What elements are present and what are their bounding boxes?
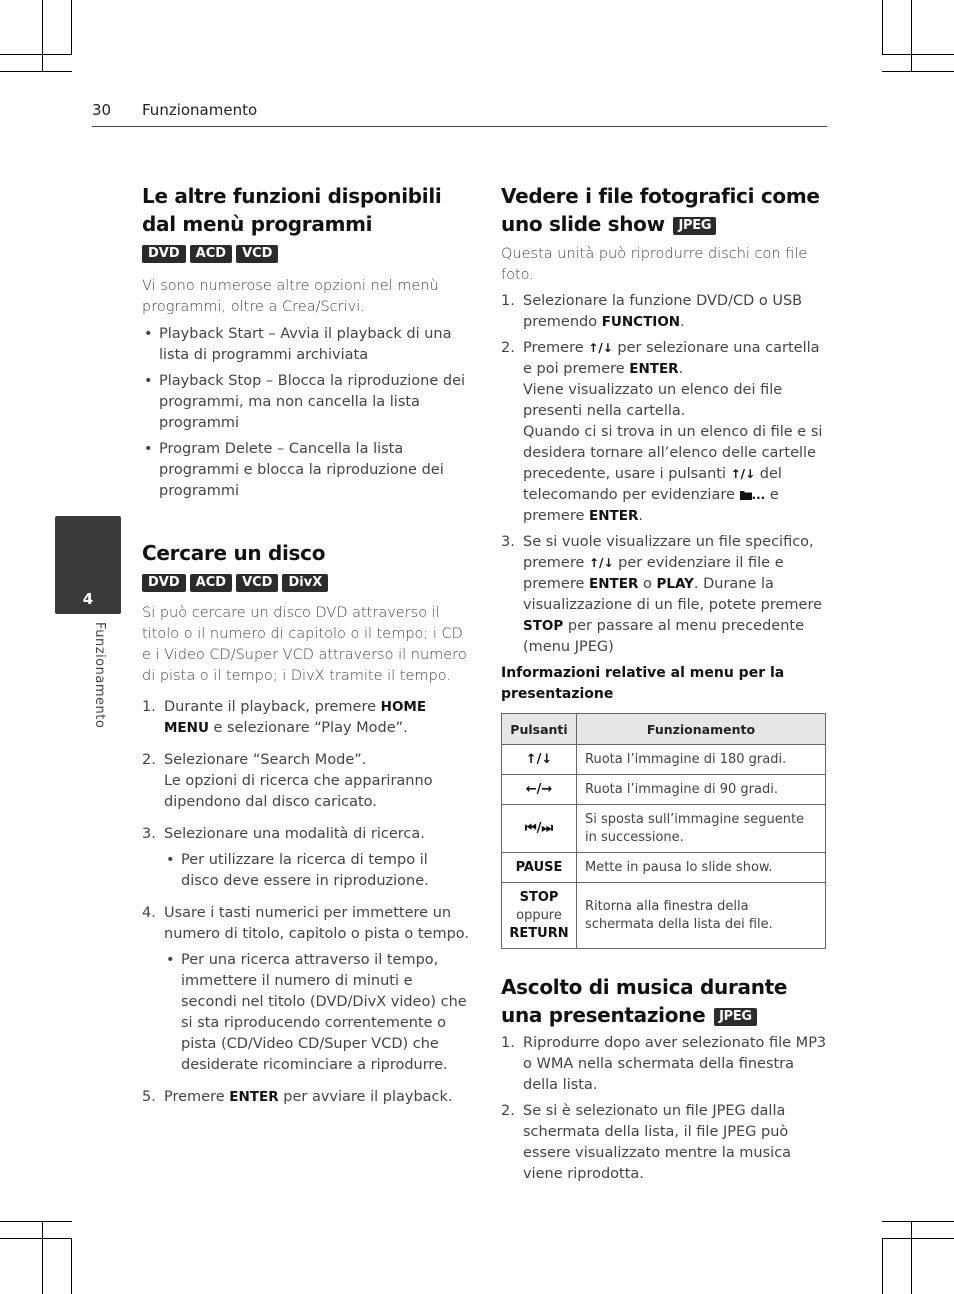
vcd-badge: VCD (236, 245, 278, 263)
step-text: Durante il playback, premere (164, 699, 381, 715)
section-title (501, 182, 829, 238)
list-item: • Playback Start – Avvia il playback di una lista di programmi archiviata (142, 324, 470, 366)
sub-list (164, 950, 470, 1076)
dvd-badge: DVD (142, 245, 186, 263)
disc-badges (142, 571, 470, 591)
crop-mark (911, 0, 912, 72)
vcd-badge: VCD (236, 574, 278, 592)
step-list (501, 1033, 829, 1185)
key-name: ENTER (589, 508, 639, 524)
list-item: • Playback Stop – Blocca la riproduzione dei programmi, ma non cancella la lista programmi (142, 371, 470, 434)
step-text: Se si vuole visualizzare un file specifico, premere (523, 534, 814, 571)
intro-text: Si può cercare un disco DVD attraverso il titolo o il numero di capitolo o il tempo; i CD e i Video CD/Super VCD attraverso il numero di pista o il tempo; i DivX tramite il tempo. (142, 605, 467, 684)
crop-mark (0, 71, 72, 72)
chapter-tab (55, 516, 121, 614)
right-column (501, 182, 829, 1196)
step-text: Selezionare una modalità di ricerca. (164, 826, 425, 842)
crop-mark (882, 0, 883, 55)
table-header-row (502, 714, 826, 745)
up-down-arrows-icon: ↑/↓ (502, 745, 577, 775)
chapter-number: 4 (82, 590, 94, 608)
step-item (501, 532, 829, 658)
crop-mark (71, 1238, 72, 1294)
step-number: 1. (142, 699, 156, 715)
key-name: ENTER (229, 1089, 279, 1105)
intro-text: Vi sono numerose altre opzioni nel menù programmi, oltre a Crea/Scrivi. (142, 278, 439, 315)
running-header: Funzionamento (142, 101, 258, 119)
step-item (501, 1101, 829, 1185)
left-right-arrows-icon: ←/→ (502, 775, 577, 805)
acd-badge: ACD (190, 245, 232, 263)
step-item (501, 291, 829, 333)
step-text: Selezionare “Search Mode”. (164, 752, 367, 768)
step-number: 2. (501, 1103, 515, 1119)
column-header: Pulsanti (502, 714, 577, 745)
left-column (142, 182, 470, 1119)
step-list (142, 697, 470, 1108)
key-name: PAUSE (502, 853, 577, 883)
crop-mark (42, 1222, 43, 1294)
crop-mark (0, 54, 72, 55)
up-down-arrows-icon: ↑/↓ (589, 556, 614, 570)
crop-mark (42, 0, 43, 72)
step-number: 4. (142, 905, 156, 921)
step-item (142, 750, 470, 813)
acd-badge: ACD (190, 574, 232, 592)
step-note: Quando ci si trova in un elenco di file e si desidera tornare all’elenco delle cartelle precedente, usare i pulsanti (523, 424, 823, 482)
step-item (142, 824, 470, 892)
crop-mark (0, 1221, 72, 1222)
key-name: STOP (519, 889, 559, 905)
step-number: 1. (501, 1035, 515, 1051)
table-row (502, 775, 826, 805)
table-row (502, 883, 826, 949)
header-rule (92, 126, 827, 127)
bullet-list (142, 324, 470, 502)
divx-badge: DivX (282, 574, 328, 592)
crop-mark (882, 1221, 954, 1222)
section-title (501, 973, 829, 1029)
key-name: HOME MENU (164, 699, 427, 736)
crop-mark (71, 0, 72, 55)
or-text: oppure (516, 907, 562, 923)
key-cell (502, 883, 577, 949)
step-text: e selezionare “Play Mode”. (208, 720, 408, 736)
key-name: RETURN (509, 925, 569, 941)
step-number: 1. (501, 293, 515, 309)
table-cell: Ruota l’immagine di 180 gradi. (577, 745, 826, 775)
step-text: per selezionare una cartella e poi premere (523, 340, 820, 377)
jpeg-badge: JPEG (714, 1008, 757, 1026)
step-note: Viene visualizzato un elenco dei file presenti nella cartella. (523, 382, 783, 419)
crop-mark (882, 54, 954, 55)
step-item (501, 338, 829, 527)
up-down-arrows-icon: ↑/↓ (588, 341, 613, 355)
sub-list (164, 850, 470, 892)
key-name: PLAY (656, 576, 694, 592)
crop-mark (0, 1238, 72, 1239)
step-item (142, 1087, 470, 1108)
step-text: per evidenziare il file e premere (523, 555, 784, 592)
page-number: 30 (92, 101, 112, 119)
crop-mark (882, 71, 954, 72)
crop-mark (882, 1238, 954, 1239)
table-row (502, 853, 826, 883)
table-row (502, 745, 826, 775)
key-name: STOP (523, 618, 564, 634)
step-note: Le opzioni di ricerca che appariranno dipendono dal disco caricato. (164, 773, 433, 810)
step-text: Se si è selezionato un file JPEG dalla schermata della lista, il file JPEG può essere visualizzato mentre la musica viene riprodotta. (523, 1103, 792, 1182)
step-text: Riprodurre dopo aver selezionato file MP3 o WMA nella schermata della finestra della lista. (523, 1035, 827, 1093)
column-header: Funzionamento (577, 714, 826, 745)
section-title: Le altre funzioni disponibili dal menù programmi (142, 184, 442, 236)
step-list (501, 291, 829, 658)
table-cell: Ruota l’immagine di 90 gradi. (577, 775, 826, 805)
step-text: . (680, 314, 685, 330)
sub-item: • Per utilizzare la ricerca di tempo il disco deve essere in riproduzione. (164, 850, 470, 892)
step-text: del telecomando per evidenziare (523, 466, 782, 503)
folder-ellipsis: ... (751, 488, 766, 502)
table-cell: Ritorna alla finestra della schermata della lista dei file. (577, 883, 826, 949)
table-caption: Informazioni relative al menu per la presentazione (501, 665, 785, 702)
disc-badges (142, 242, 470, 262)
step-number: 2. (142, 752, 156, 768)
chapter-label: Funzionamento (92, 622, 107, 729)
step-number: 3. (501, 534, 515, 550)
dvd-badge: DVD (142, 574, 186, 592)
crop-mark (911, 1222, 912, 1294)
step-item (142, 903, 470, 1076)
folder-icon (740, 487, 752, 503)
step-item (142, 697, 470, 739)
step-text: Premere (164, 1089, 230, 1105)
step-number: 5. (142, 1089, 156, 1105)
table-cell: Mette in pausa lo slide show. (577, 853, 826, 883)
table-row (502, 805, 826, 853)
up-down-arrows-icon: ↑/↓ (730, 467, 756, 481)
step-item (501, 1033, 829, 1096)
section-title-text: Ascolto di musica durante una presentazione (501, 975, 788, 1027)
step-text: per passare al menu precedente (menu JPEG) (523, 618, 805, 655)
intro-text: Questa unità può riprodurre dischi con file foto. (501, 246, 808, 283)
step-number: 2. (501, 340, 515, 356)
step-text: Premere (523, 340, 589, 356)
key-name: ENTER (629, 361, 679, 377)
step-text: . Durane la visualizzazione di un file, potete premere (523, 576, 823, 613)
step-text: Usare i tasti numerici per immettere un numero di titolo, capitolo o pista o tempo. (164, 905, 470, 942)
sub-item: • Per una ricerca attraverso il tempo, immettere il numero di minuti e secondi nel titolo (DVD/DivX video) che si sta riproducendo correntemente o pista (CD/Video CD/Super VCD) che desiderate ricominciare a riprodurre. (164, 950, 470, 1076)
key-name: ENTER (589, 576, 639, 592)
list-item: • Program Delete – Cancella la lista programmi e blocca la riproduzione dei programmi (142, 439, 470, 502)
step-text: per avviare il playback. (278, 1089, 453, 1105)
step-text: . (678, 361, 684, 377)
prev-next-icon: ⏮/⏭ (502, 805, 577, 853)
step-text: o (638, 576, 657, 592)
section-title-text: Vedere i file fotografici come uno slide show (501, 184, 820, 236)
table-cell: Si sposta sull’immagine seguente in successione. (577, 805, 826, 853)
crop-mark (882, 1238, 883, 1294)
jpeg-badge: JPEG (673, 217, 716, 235)
key-name: FUNCTION (601, 314, 681, 330)
step-text: . (638, 508, 643, 524)
step-number: 3. (142, 826, 156, 842)
step-text: Selezionare la funzione DVD/CD o USB premendo (523, 293, 803, 330)
step-text: e premere (523, 487, 779, 524)
slideshow-menu-table (501, 713, 826, 949)
section-title: Cercare un disco (142, 541, 326, 565)
